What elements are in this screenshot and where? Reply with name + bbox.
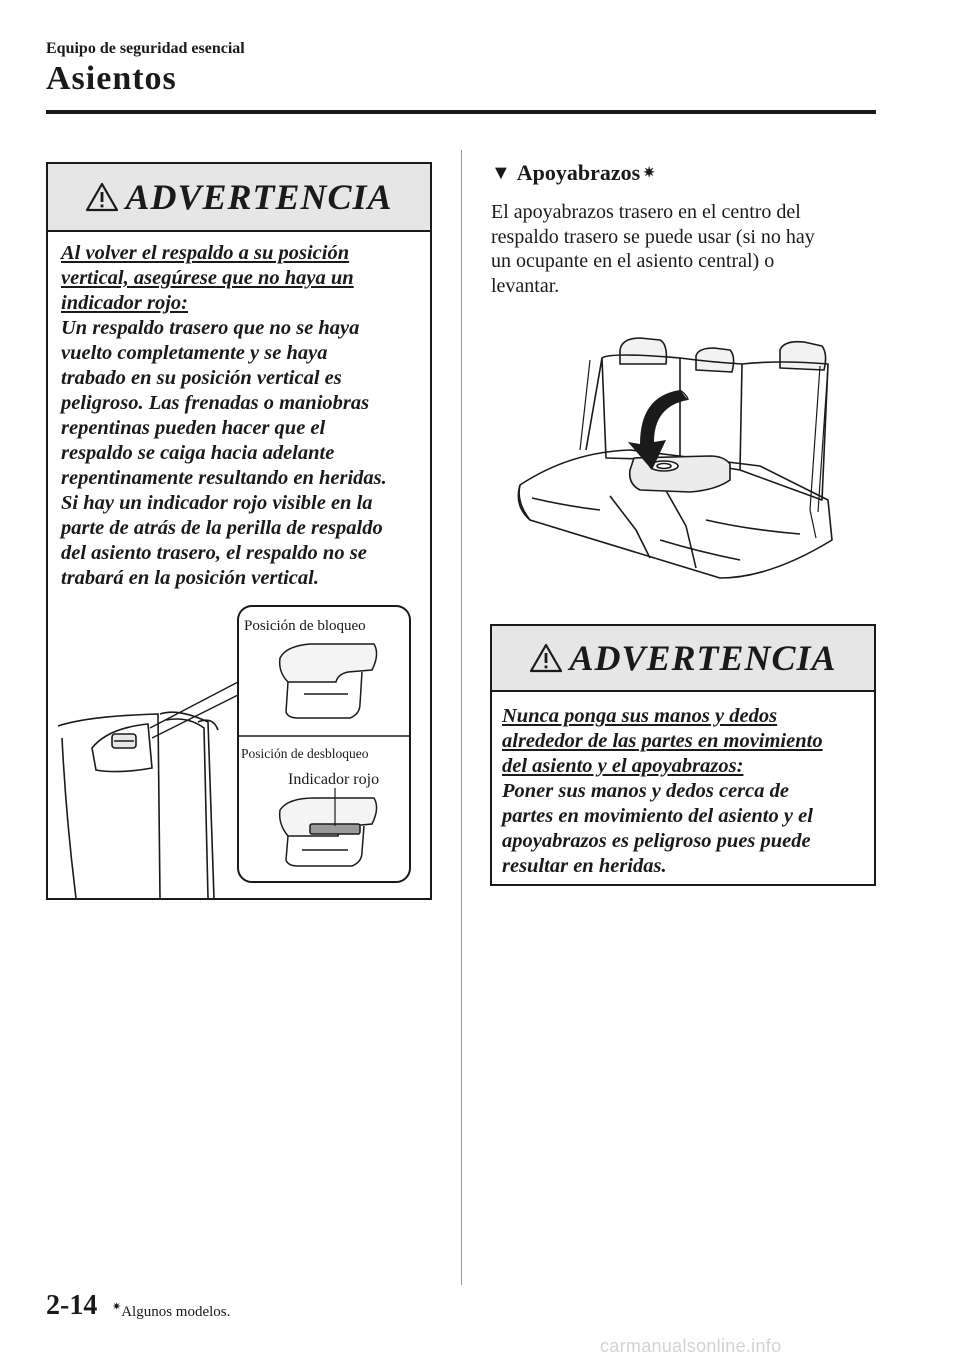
rear-seat-armrest-illustration xyxy=(510,330,840,585)
title-rule xyxy=(46,110,876,114)
column-divider xyxy=(461,150,462,1285)
red-indicator-label: Indicador rojo xyxy=(288,771,380,788)
section-label: Equipo de seguridad esencial xyxy=(46,40,245,57)
down-triangle-icon: ▼ xyxy=(491,161,511,184)
paragraph-line: respaldo trasero se puede usar (si no hay xyxy=(491,225,815,248)
warning-underlined-line: Al volver el respaldo a su posición xyxy=(61,242,350,264)
backrest-knob-diagram xyxy=(48,598,430,898)
warning-line: resultar en heridas. xyxy=(502,855,667,877)
paragraph-line: un ocupante en el asiento central) o xyxy=(491,250,775,272)
warning-line: Un respaldo trasero que no se haya xyxy=(61,317,360,339)
heading-asterisk-mark: ✷ xyxy=(643,165,655,181)
lock-position-label: Posición de bloqueo xyxy=(244,618,366,634)
warning-header xyxy=(48,164,430,232)
footnote xyxy=(112,1300,230,1321)
warning-line: peligroso. Las frenadas o maniobras xyxy=(61,392,370,414)
warning-line: partes en movimiento del asiento y el xyxy=(502,805,813,827)
warning-line: apoyabrazos es peligroso pues puede xyxy=(502,830,811,852)
warning-triangle-icon xyxy=(529,643,563,673)
warning-line: Poner sus manos y dedos cerca de xyxy=(502,780,789,802)
paragraph-line: levantar. xyxy=(491,274,560,297)
warning-header xyxy=(492,626,874,692)
page-title: Asientos xyxy=(46,60,177,97)
armrest-heading-text: Apoyabrazos xyxy=(516,160,641,185)
warning-underlined-line: alrededor de las partes en movimiento xyxy=(502,730,823,752)
unlock-position-label: Posición de desbloqueo xyxy=(241,746,369,761)
warning-underlined-line: Nunca ponga sus manos y dedos xyxy=(502,705,778,727)
warning-body xyxy=(492,692,874,879)
warning-line: vuelto completamente y se haya xyxy=(61,342,328,364)
page-number: 2-14 xyxy=(46,1290,98,1321)
warning-title: ADVERTENCIA xyxy=(569,638,837,678)
warning-underlined-line: del asiento y el apoyabrazos: xyxy=(502,755,744,777)
warning-line: repentinamente resultando en heridas. xyxy=(61,467,387,489)
warning-line: trabará en la posición vertical. xyxy=(61,567,319,589)
warning-line: repentinas pueden hacer que el xyxy=(61,417,326,439)
warning-line: respaldo se caiga hacia adelante xyxy=(61,442,335,464)
warning-title: ADVERTENCIA xyxy=(125,177,393,217)
warning-line: Si hay un indicador rojo visible en la xyxy=(61,492,373,514)
warning-box-armrest xyxy=(490,624,876,886)
footnote-text: Algunos modelos. xyxy=(121,1304,231,1320)
watermark: carmanualsonline.info xyxy=(600,1336,782,1356)
paragraph-line: El apoyabrazos trasero en el centro del xyxy=(491,201,801,223)
warning-underlined-line: vertical, asegúrese que no haya un xyxy=(61,267,354,289)
callout-panel xyxy=(238,606,410,882)
warning-body xyxy=(48,232,430,591)
seat-backrest-illustration xyxy=(58,682,240,898)
warning-line: trabado en su posición vertical es xyxy=(61,367,342,389)
armrest-heading xyxy=(491,160,655,186)
footnote-asterisk-mark: ✷ xyxy=(112,1301,122,1313)
armrest-paragraph xyxy=(491,200,861,298)
warning-triangle-icon xyxy=(85,182,119,212)
warning-underlined-line: indicador rojo: xyxy=(61,292,188,314)
warning-line: del asiento trasero, el respaldo no se xyxy=(61,542,367,564)
warning-line: parte de atrás de la perilla de respaldo xyxy=(61,517,383,539)
